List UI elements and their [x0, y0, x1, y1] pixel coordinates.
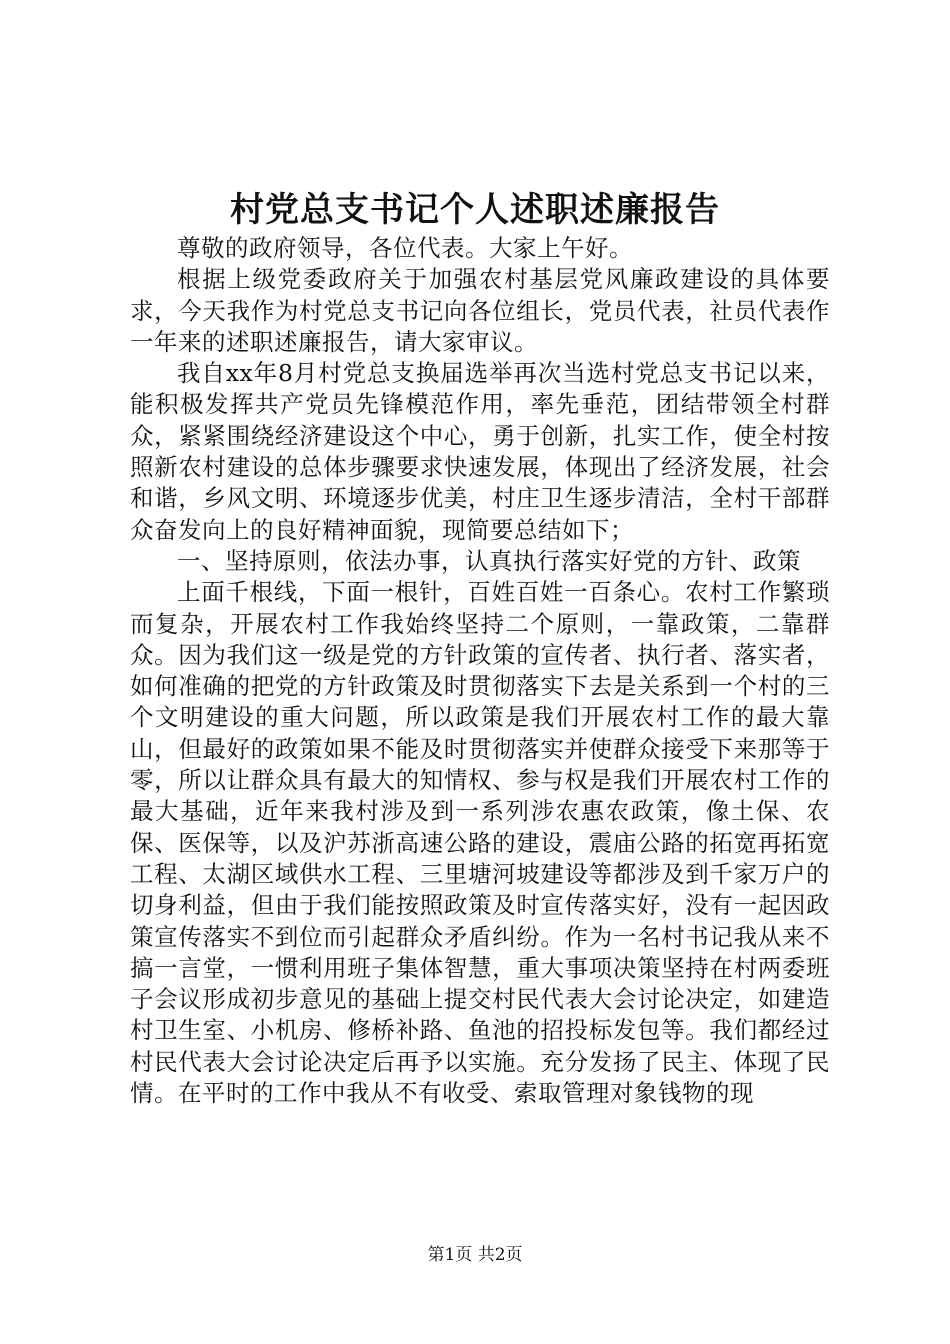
page-footer: 第1页 共2页 — [427, 1245, 523, 1265]
document-body — [130, 233, 830, 1109]
paragraph-greeting: 尊敬的政府领导，各位代表。大家上午好。 — [177, 234, 633, 262]
document-title: 村党总支书记个人述职述廉报告 — [230, 190, 720, 230]
paragraph-summary: 我自xx年8月村党总支换届选举再次当选村党总支书记以来，能积极发挥共产党员先锋模范作用，率先垂范，团结带领全村群众，紧紧围绕经济建设这个中心，勇于创新，扎实工作，使全村按照新农村建设的总体步骤要求快速发展，体现出了经济发展，社会和谐，乡风文明、环境逐步优美，村庄卫生逐步清洁，全村干部群众奋发向上的良好精神面貌，现简要总结如下； — [130, 359, 830, 544]
paragraph-intro: 根据上级党委政府关于加强农村基层党风廉政建设的具体要求，今天我作为村党总支书记向各位组长，党员代表，社员代表作一年来的述职述廉报告，请大家审议。 — [130, 265, 830, 356]
paragraph-section-1: 上面千根线，下面一根针，百姓百姓一百条心。农村工作繁琐而复杂，开展农村工作我始终坚持二个原则，一靠政策，二靠群众。因为我们这一级是党的方针政策的宣传者、执行者、落实者，如何准确的把党的方针政策及时贯彻落实下去是关系到一个村的三个文明建设的重大问题，所以政策是我们开展农村工作的最大靠山，但最好的政策如果不能及时贯彻落实并使群众接受下来那等于零，所以让群众具有最大的知情权、参与权是我们开展农村工作的最大基础，近年来我村涉及到一系列涉农惠农政策，像土保、农保、医保等，以及沪苏浙高速公路的建设，震庙公路的拓宽再拓宽工程、太湖区域供水工程、三里塘河坡建设等都涉及到千家万户的切身利益，但由于我们能按照政策及时宣传落实好，没有一起因政策宣传落实不到位而引起群众矛盾纠纷。作为一名村书记我从来不搞一言堂，一惯利用班子集体智慧，重大事项决策坚持在村两委班子会议形成初步意见的基础上提交村民代表大会讨论决定，如建造村卫生室、小机房、修桥补路、鱼池的招投标发包等。我们都经过村民代表大会讨论决定后再予以实施。充分发扬了民主、体现了民情。在平时的工作中我从不有收受、索取管理对象钱物的现 — [130, 578, 830, 1108]
section-heading-1: 一、坚持原则，依法办事，认真执行落实好党的方针、政策 — [177, 546, 801, 575]
